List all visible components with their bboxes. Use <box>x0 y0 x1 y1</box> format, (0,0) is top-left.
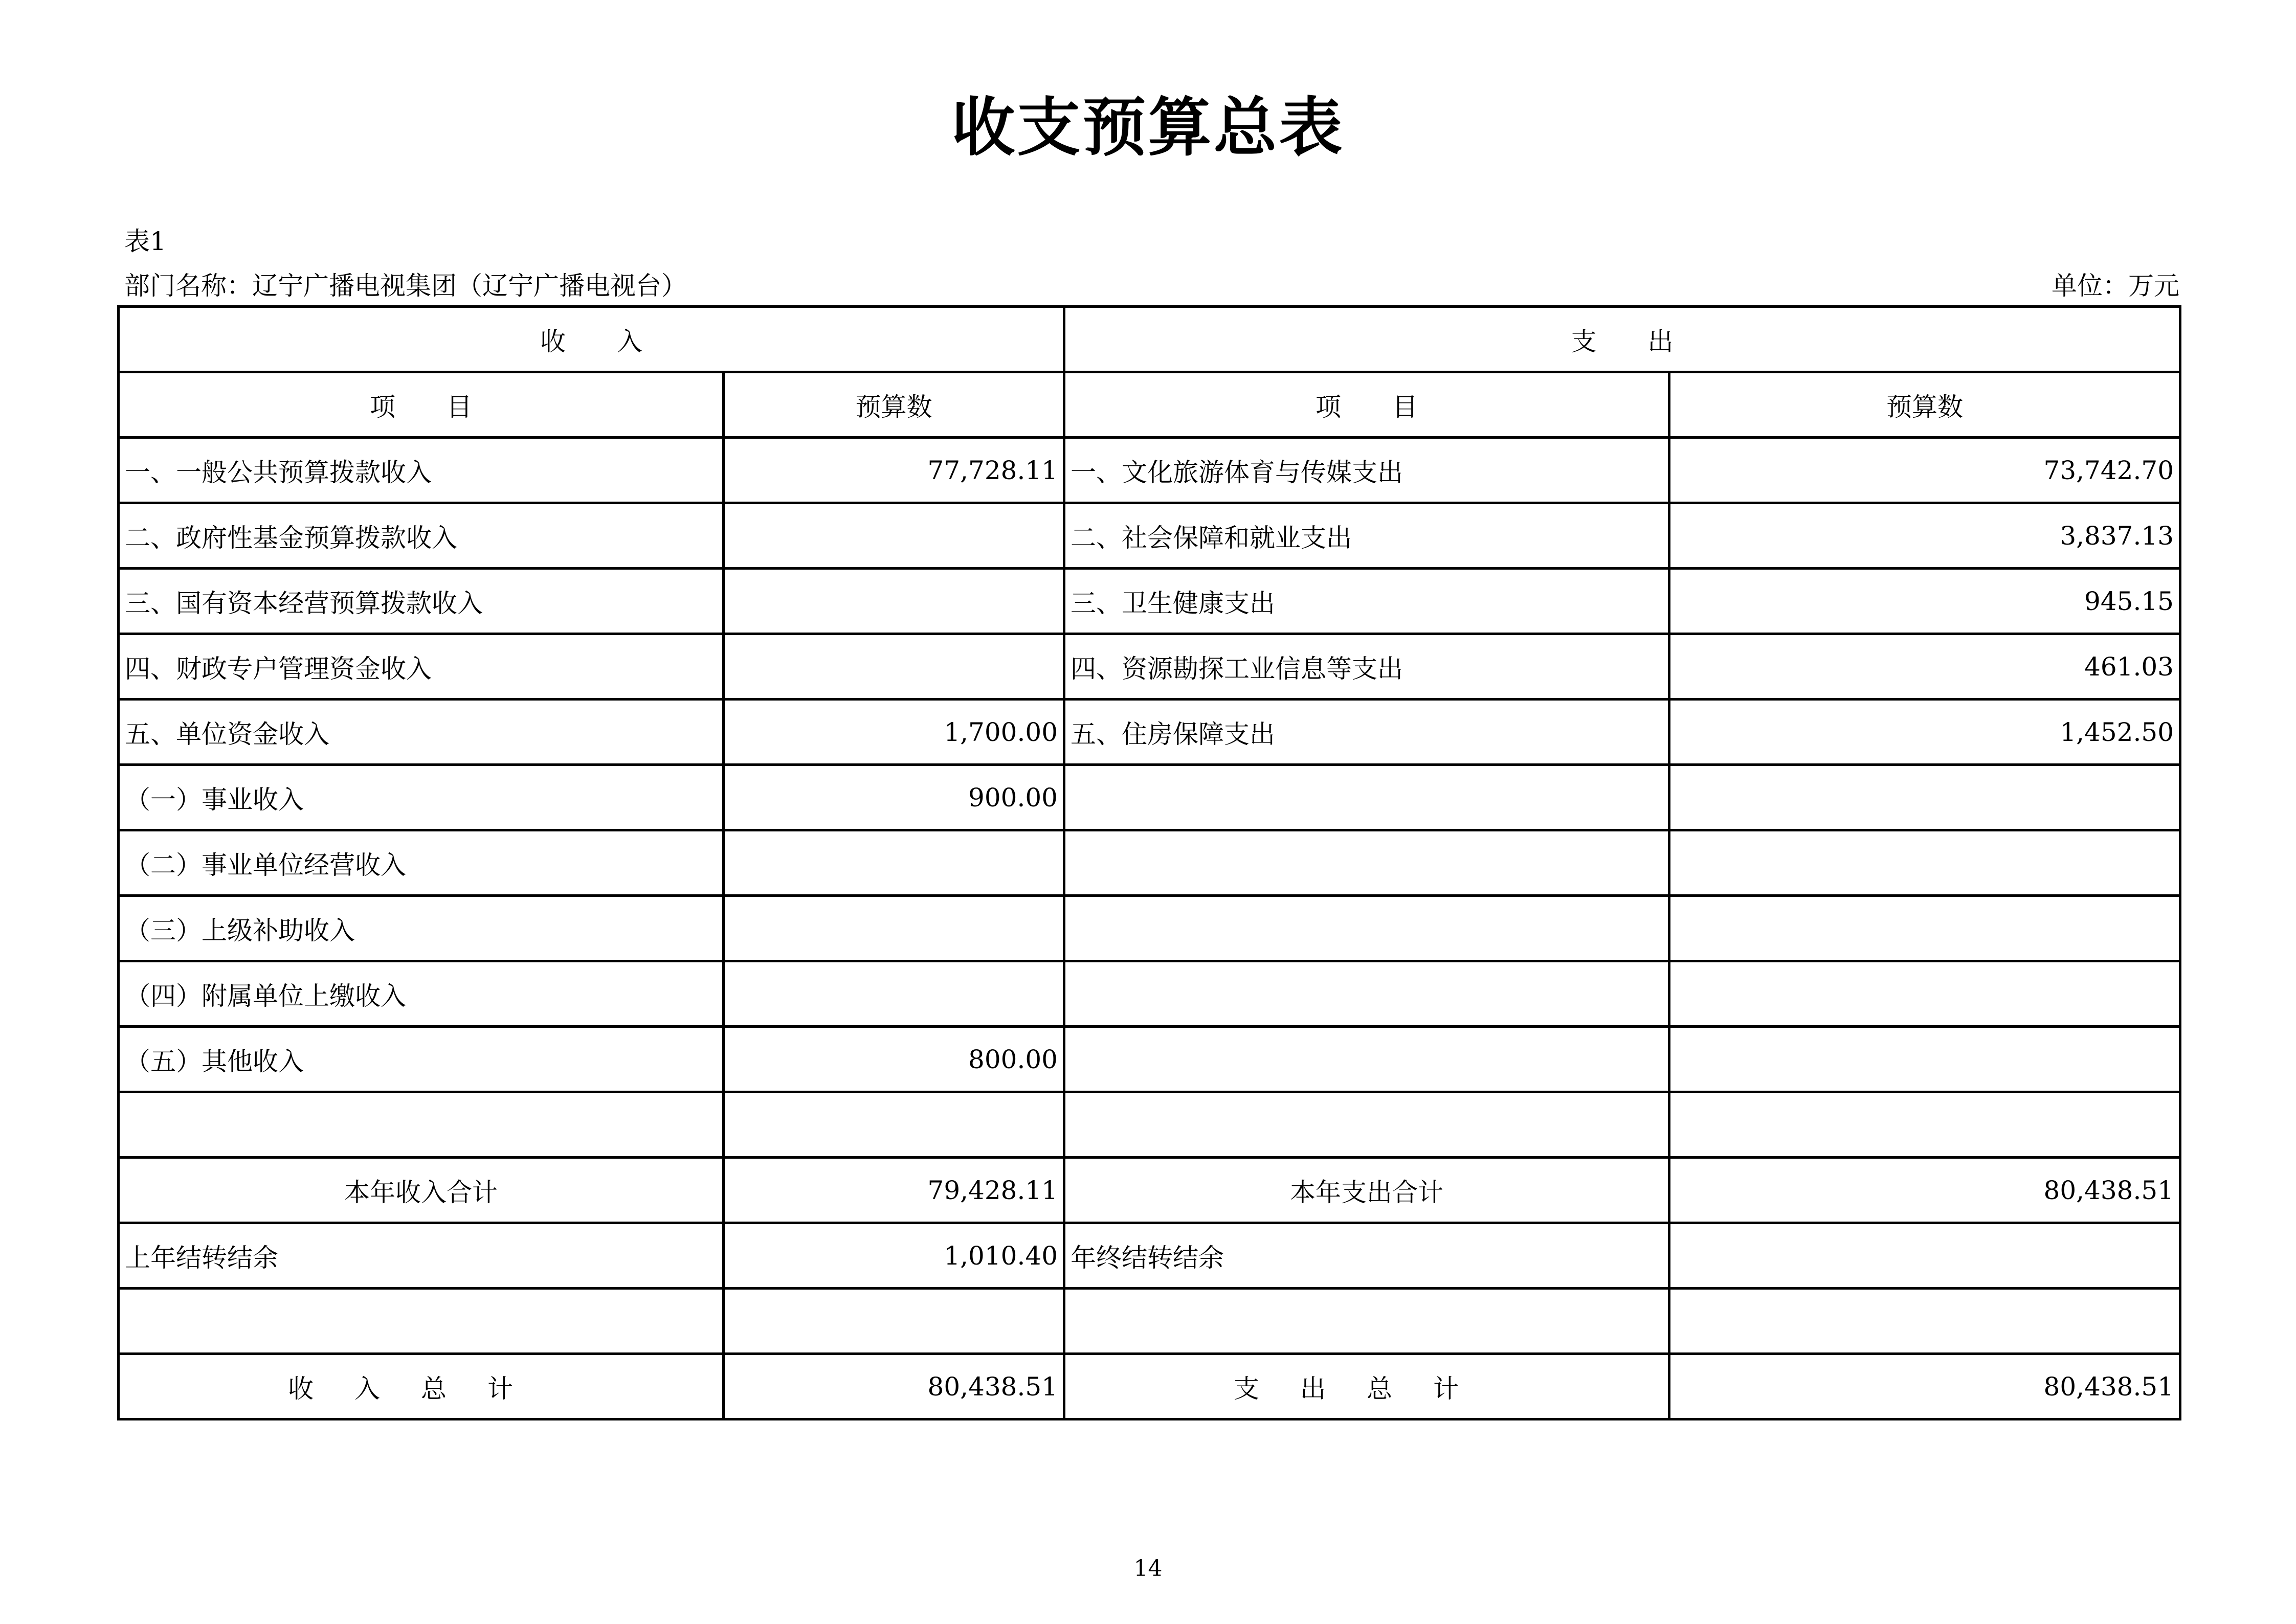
expense-amount: 73,742.70 <box>1669 438 2180 503</box>
table-row <box>119 503 2180 569</box>
expense-item <box>1064 1092 1669 1158</box>
expense-amount <box>1669 961 2180 1027</box>
empty-cell <box>1064 1289 1669 1354</box>
income-amount: 1,700.00 <box>724 700 1064 765</box>
empty-cell <box>119 1289 724 1354</box>
income-amount <box>724 634 1064 700</box>
income-total-amount: 80,438.51 <box>724 1354 1064 1419</box>
income-item: （五）其他收入 <box>119 1027 724 1092</box>
income-item: （一）事业收入 <box>119 765 724 830</box>
expense-amount-header: 预算数 <box>1669 372 2180 438</box>
income-item: 五、单位资金收入 <box>119 700 724 765</box>
table-row <box>119 438 2180 503</box>
income-subtotal-amount: 79,428.11 <box>724 1158 1064 1223</box>
subtotal-row <box>119 1158 2180 1223</box>
table-row <box>119 634 2180 700</box>
income-item-header: 项 目 <box>119 372 724 438</box>
table-number: 表1 <box>124 227 166 256</box>
expense-item <box>1064 961 1669 1027</box>
income-item: （四）附属单位上缴收入 <box>119 961 724 1027</box>
budget-table <box>117 305 2181 1420</box>
income-amount <box>724 503 1064 569</box>
table-row <box>119 961 2180 1027</box>
table-row <box>119 830 2180 896</box>
table-row <box>119 1092 2180 1158</box>
income-item: 四、财政专户管理资金收入 <box>119 634 724 700</box>
table-row <box>119 1289 2180 1354</box>
income-header: 收 入 <box>119 307 1064 372</box>
expense-amount <box>1669 1027 2180 1092</box>
expense-carryover-label: 年终结转结余 <box>1064 1223 1669 1289</box>
expense-item: 五、住房保障支出 <box>1064 700 1669 765</box>
page-number: 14 <box>1133 1555 1163 1582</box>
income-amount <box>724 896 1064 961</box>
expense-carryover-amount <box>1669 1223 2180 1289</box>
income-amount: 900.00 <box>724 765 1064 830</box>
expense-item: 四、资源勘探工业信息等支出 <box>1064 634 1669 700</box>
table-row <box>119 700 2180 765</box>
expense-total-amount: 80,438.51 <box>1669 1354 2180 1419</box>
expense-item: 一、文化旅游体育与传媒支出 <box>1064 438 1669 503</box>
expense-total-label: 支出总计 <box>1064 1354 1669 1419</box>
expense-item: 三、卫生健康支出 <box>1064 569 1669 634</box>
income-total-label: 收入总计 <box>119 1354 724 1419</box>
expense-amount: 461.03 <box>1669 634 2180 700</box>
expense-subtotal-amount: 80,438.51 <box>1669 1158 2180 1223</box>
expense-amount: 1,452.50 <box>1669 700 2180 765</box>
header-row-sub <box>119 372 2180 438</box>
expense-item <box>1064 765 1669 830</box>
income-amount-header: 预算数 <box>724 372 1064 438</box>
expense-header: 支 出 <box>1064 307 2180 372</box>
table-row <box>119 765 2180 830</box>
empty-cell <box>724 1289 1064 1354</box>
expense-item <box>1064 830 1669 896</box>
income-amount <box>724 830 1064 896</box>
income-item: （三）上级补助收入 <box>119 896 724 961</box>
carryover-row <box>119 1223 2180 1289</box>
expense-item-header: 项 目 <box>1064 372 1669 438</box>
income-amount: 800.00 <box>724 1027 1064 1092</box>
income-item: 三、国有资本经营预算拨款收入 <box>119 569 724 634</box>
table-row <box>119 896 2180 961</box>
unit-label: 单位：万元 <box>2052 271 2179 301</box>
expense-amount <box>1669 765 2180 830</box>
header-row-top <box>119 307 2180 372</box>
income-amount <box>724 569 1064 634</box>
income-subtotal-label: 本年收入合计 <box>119 1158 724 1223</box>
page-title: 收支预算总表 <box>951 91 1345 165</box>
income-item: 一、一般公共预算拨款收入 <box>119 438 724 503</box>
income-amount <box>724 1092 1064 1158</box>
department-name: 部门名称：辽宁广播电视集团（辽宁广播电视台） <box>124 271 687 301</box>
income-item <box>119 1092 724 1158</box>
expense-subtotal-label: 本年支出合计 <box>1064 1158 1669 1223</box>
income-amount: 77,728.11 <box>724 438 1064 503</box>
empty-cell <box>1669 1289 2180 1354</box>
total-row <box>119 1354 2180 1419</box>
expense-amount <box>1669 896 2180 961</box>
table-row <box>119 569 2180 634</box>
expense-item: 二、社会保障和就业支出 <box>1064 503 1669 569</box>
expense-amount <box>1669 1092 2180 1158</box>
expense-item <box>1064 1027 1669 1092</box>
expense-amount <box>1669 830 2180 896</box>
table-row <box>119 1027 2180 1092</box>
expense-amount: 945.15 <box>1669 569 2180 634</box>
income-carryover-amount: 1,010.40 <box>724 1223 1064 1289</box>
expense-item <box>1064 896 1669 961</box>
expense-amount: 3,837.13 <box>1669 503 2180 569</box>
income-item: 二、政府性基金预算拨款收入 <box>119 503 724 569</box>
income-amount <box>724 961 1064 1027</box>
income-carryover-label: 上年结转结余 <box>119 1223 724 1289</box>
income-item: （二）事业单位经营收入 <box>119 830 724 896</box>
